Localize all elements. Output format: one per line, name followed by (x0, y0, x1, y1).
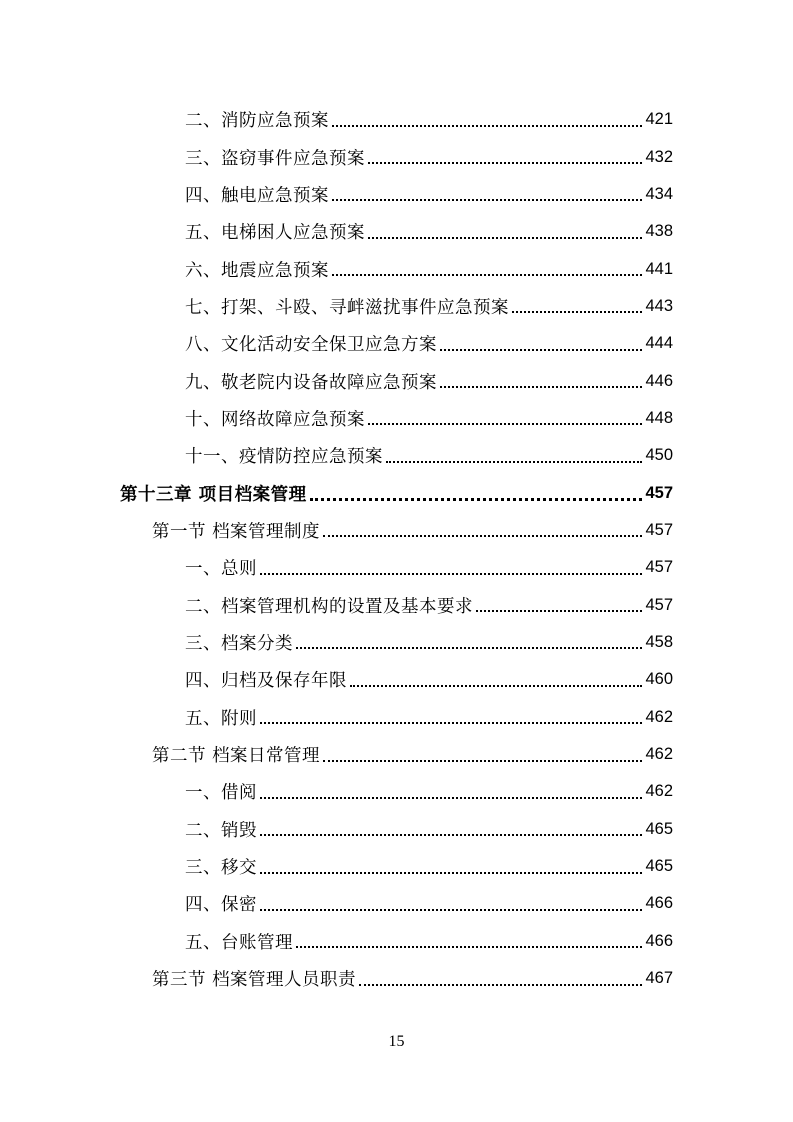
toc-dot-leader (332, 125, 642, 127)
toc-entry-title: 三、移交 (185, 858, 257, 879)
toc-entry-item[interactable] (0, 661, 793, 698)
toc-entry-item[interactable] (0, 362, 793, 399)
toc-dot-leader (323, 760, 642, 762)
toc-dot-leader (260, 573, 642, 575)
toc-dot-leader (512, 311, 642, 313)
toc-dot-leader (350, 685, 642, 687)
toc-entry-page: 460 (645, 670, 673, 689)
toc-dot-leader (386, 461, 642, 463)
toc-entry-title: 二、档案管理机构的设置及基本要求 (185, 596, 473, 617)
toc-entry-title: 三、档案分类 (185, 633, 293, 654)
toc-dot-leader (260, 797, 642, 799)
toc-dot-leader (368, 162, 642, 164)
toc-entry-page: 450 (645, 446, 673, 465)
toc-entry-page: 441 (645, 259, 673, 278)
toc-entry-item[interactable] (0, 586, 793, 623)
toc-entry-page: 448 (645, 408, 673, 427)
toc-entry-page: 444 (645, 334, 673, 353)
toc-entry-title: 一、借阅 (185, 783, 257, 804)
toc-entry-title: 第三节 档案管理人员职责 (152, 970, 357, 991)
toc-dot-leader (332, 274, 642, 276)
toc-entry-title: 六、地震应急预案 (185, 260, 329, 281)
toc-entry-title: 四、触电应急预案 (185, 185, 329, 206)
toc-entry-item[interactable] (0, 624, 793, 661)
toc-entry-title: 四、保密 (185, 895, 257, 916)
toc-entry-page: 446 (645, 371, 673, 390)
toc-entry-item[interactable] (0, 325, 793, 362)
toc-entry-item[interactable] (0, 923, 793, 960)
toc-entry-item[interactable] (0, 400, 793, 437)
toc-entry-title: 九、敬老院内设备故障应急预案 (185, 372, 437, 393)
toc-entry-title: 五、附则 (185, 708, 257, 729)
toc-entry-page: 466 (645, 894, 673, 913)
toc-entry-section[interactable] (0, 736, 793, 773)
toc-dot-leader (323, 535, 642, 537)
toc-dot-leader (260, 722, 642, 724)
toc-entry-item[interactable] (0, 176, 793, 213)
toc-entry-title: 第一节 档案管理制度 (152, 521, 321, 542)
toc-dot-leader (296, 946, 642, 948)
toc-entry-title: 一、总则 (185, 559, 257, 580)
toc-entry-item[interactable] (0, 250, 793, 287)
toc-dot-leader (476, 610, 642, 612)
table-of-contents (0, 101, 793, 997)
toc-entry-title: 四、归档及保存年限 (185, 671, 347, 692)
toc-dot-leader (296, 647, 642, 649)
toc-entry-title: 五、台账管理 (185, 932, 293, 953)
toc-dot-leader (260, 909, 642, 911)
toc-entry-page: 465 (645, 819, 673, 838)
toc-entry-page: 465 (645, 857, 673, 876)
toc-entry-page: 462 (645, 745, 673, 764)
toc-entry-page: 432 (645, 147, 673, 166)
toc-entry-page: 457 (645, 483, 673, 502)
toc-entry-item[interactable] (0, 437, 793, 474)
toc-entry-title: 第二节 档案日常管理 (152, 746, 321, 767)
toc-entry-chapter[interactable] (0, 474, 793, 511)
toc-entry-title: 七、打架、斗殴、寻衅滋扰事件应急预案 (185, 297, 509, 318)
toc-entry-page: 458 (645, 632, 673, 651)
toc-entry-item[interactable] (0, 885, 793, 922)
toc-entry-page: 457 (645, 520, 673, 539)
toc-entry-page: 457 (645, 558, 673, 577)
toc-dot-leader (260, 872, 642, 874)
toc-entry-title: 五、电梯困人应急预案 (185, 223, 365, 244)
toc-entry-page: 466 (645, 931, 673, 950)
toc-entry-title: 第十三章 项目档案管理 (120, 484, 307, 505)
toc-entry-item[interactable] (0, 848, 793, 885)
toc-entry-title: 八、文化活动安全保卫应急方案 (185, 335, 437, 356)
toc-entry-page: 443 (645, 296, 673, 315)
toc-entry-page: 462 (645, 782, 673, 801)
toc-entry-title: 十一、疫情防控应急预案 (185, 447, 383, 468)
toc-entry-item[interactable] (0, 213, 793, 250)
toc-entry-page: 467 (645, 969, 673, 988)
toc-dot-leader (332, 199, 642, 201)
toc-dot-leader (310, 498, 643, 501)
toc-entry-page: 421 (645, 110, 673, 129)
toc-entry-item[interactable] (0, 288, 793, 325)
toc-entry-item[interactable] (0, 773, 793, 810)
toc-entry-item[interactable] (0, 811, 793, 848)
toc-entry-title: 三、盗窃事件应急预案 (185, 148, 365, 169)
toc-entry-page: 462 (645, 707, 673, 726)
toc-entry-section[interactable] (0, 512, 793, 549)
toc-entry-item[interactable] (0, 101, 793, 138)
toc-entry-item[interactable] (0, 138, 793, 175)
toc-entry-page: 438 (645, 222, 673, 241)
toc-dot-leader (260, 834, 642, 836)
toc-dot-leader (440, 386, 642, 388)
toc-entry-section[interactable] (0, 960, 793, 997)
toc-entry-page: 434 (645, 184, 673, 203)
page-number: 15 (388, 1033, 405, 1050)
toc-entry-item[interactable] (0, 699, 793, 736)
toc-dot-leader (359, 984, 642, 986)
toc-entry-title: 二、销毁 (185, 820, 257, 841)
toc-dot-leader (368, 237, 642, 239)
toc-dot-leader (368, 423, 642, 425)
toc-entry-item[interactable] (0, 549, 793, 586)
toc-entry-title: 十、网络故障应急预案 (185, 409, 365, 430)
toc-dot-leader (440, 349, 642, 351)
toc-entry-page: 457 (645, 595, 673, 614)
toc-entry-title: 二、消防应急预案 (185, 111, 329, 132)
